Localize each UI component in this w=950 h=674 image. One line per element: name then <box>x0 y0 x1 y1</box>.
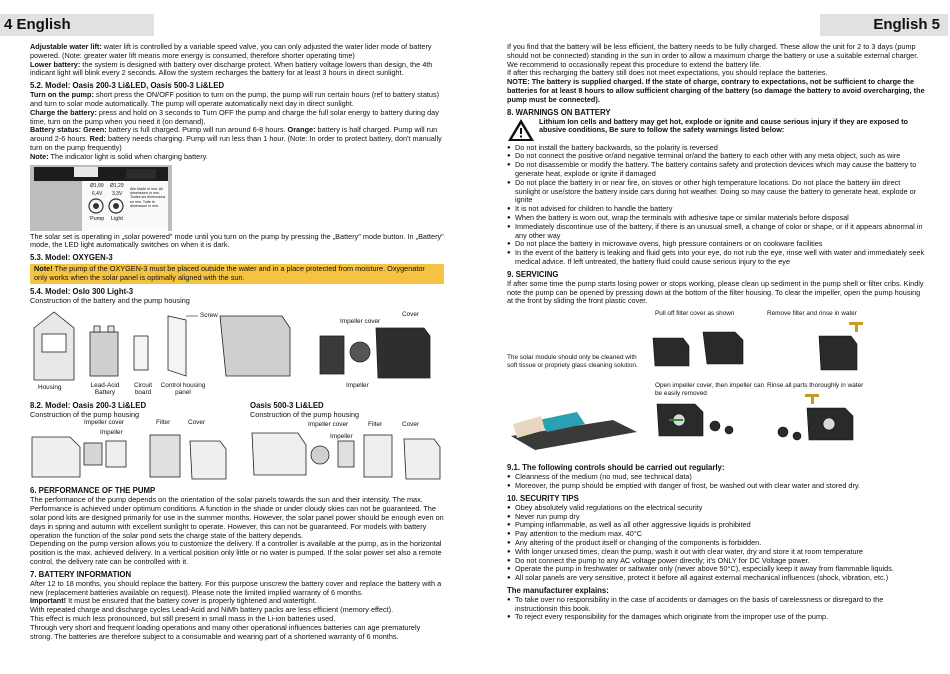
fig54-housing-label: Housing <box>38 383 62 391</box>
fig82-cover-label: Cover <box>188 419 206 427</box>
section-7-paragraph-4: Through very short and frequent loading operations and many other operational influences batteries can age prematurely strong. The batteries are therefore subject to a consumable and wearing part of a shortened warranty of 6 months. <box>30 622 421 641</box>
list-item: ● Do not connect the pump to any AC voltage power directly; it's ONLY for DC Voltage power. <box>507 557 925 566</box>
fig82-right-impeller-label: Impeller <box>330 433 353 441</box>
list-item: ● All solar panels are very sensitive, protect it before all against external mechanical influences (shock, vibration, etc.) <box>507 574 925 583</box>
list-item: ● To take over no responsibility in the case of accidents or damages on the basis of carelessness or disregard to the instructionsin this book. <box>507 596 925 614</box>
page-header-right: English 5 <box>820 14 948 36</box>
section-5-2-heading: 5.2. Model: Oasis 200-3 Li&LED, Oasis 500-3 Li&LED <box>30 81 225 91</box>
intro-paragraph-2: If after this recharging the battery still does not meet expectations, you should replace the batteries. <box>507 68 828 78</box>
fig82-filter-label: Filter <box>156 419 171 427</box>
panel-volt-2: 3,3V <box>112 190 123 197</box>
section-5-4-subtitle: Construction of the battery and the pump housing <box>30 295 190 305</box>
section-8-2-subtitle: Construction of the pump housing <box>30 409 140 419</box>
section-8-heading: 8. WARNINGS ON BATTERY <box>507 107 611 117</box>
fig54-impeller-label: Impeller <box>346 381 369 389</box>
water-lift-paragraph: Adjustable water lift: water lift is controlled by a variable speed valve, you can only adjusted the water lider mode of battery powered. (Note: greater water lift means more energy is consumed, therefore shorter operating time) <box>30 42 432 60</box>
indicator-note: Note: The indicator light is solid when charging battery. <box>30 151 208 161</box>
oasis-pump-housing-figure <box>30 419 444 483</box>
list-item: ● Any altering of the product itself or changing of the components is forbidden. <box>507 539 925 548</box>
section-8-2-right-subtitle: Construction of the pump housing <box>250 409 360 419</box>
solar-mode-paragraph: The solar set is operating in „solar powered" mode until you turn on the pump by pressing the „Battery" mode button. In „Battery" mode, the LED light automatically switches on when it is dark. <box>30 231 444 250</box>
section-5-3-heading: 5.3. Model: OXYGEN-3 <box>30 253 113 263</box>
oslo-construction-figure <box>30 306 444 398</box>
list-item: ● Do not connect the positive or/and negative terminal or/and the battery to each other with any meta object, such as wire <box>507 152 925 161</box>
section-9-text: If after some time the pump starts losing power or stops working, please clean up sediment in the pump shell or filter cribs. Kindly note the pump can be opened by pressing down at the bottom of the filter housing. To clear the impeller, open the pump housing at the front by sliding the front plastic cover. <box>507 278 924 306</box>
section-7-paragraph-2: With repeated charge and discharge cycles Lead-Acid and NiMh battery packs are less efficient (memory effect). <box>30 605 394 615</box>
fig54-circuit-label: Circuit board <box>133 381 153 396</box>
list-item: ● Immediately discontinue use of the battery, if there is an unusual smell, a change of color or shape, or if it appears abnormal in any other way <box>507 223 925 241</box>
section-7-heading: 7. BATTERY INFORMATION <box>30 569 132 579</box>
panel-dim-1: Ø1,99 <box>90 182 104 189</box>
battery-status-paragraph: Battery status: Green: battery is full charged. Pump will run around 6-8 hours. Orange: battery is half charged. Pump will run around 2-6 hours. Red: battery needs charging. Pump will run less than 1 hour. (Note: In order to protect battery, don't manually turn on the pump frequently) <box>30 125 442 152</box>
turn-on-paragraph: Turn on the pump: short press the ON/OFF position to turn on the pump, the pump will run certain hours (ref to battery status) and turn to solar mode automatically. The pump will operate automatically next day in direct sunlight. <box>30 90 440 108</box>
list-item: ● It is not advised for children to handle the battery <box>507 205 925 214</box>
oxygen-note-box: Note! The pump of the OXYGEN-3 must be placed outside the water and in a place protected from moisture. Oxygenator only works when the solar panel is optimally aligned with the sun. <box>30 264 444 284</box>
servicing-figure <box>507 308 925 460</box>
section-10-heading: 10. SECURITY TIPS <box>507 493 579 503</box>
section-7-paragraph-1: After 12 to 18 months, you should replace the battery. For this purpose unscrew the battery cover and replace the battery with a new (replacement batteries available on request). Please note the limited implied warranty of 6 months. <box>30 578 442 597</box>
open-impeller-label: Open impeller cover, then impeller can be easily removed <box>655 382 765 397</box>
list-item: ● Do not place the battery in microwave ovens, high pressure containers or on cookware facilities <box>507 240 925 249</box>
solar-module-cleaning-label: The solar module should only be cleaned with soft tissue or propriety glass cleaning solution. <box>507 354 638 369</box>
fig54-cover-label: Cover <box>402 310 420 318</box>
list-item: ● To reject every responsibility for the damages which originate from the improper use of the pump. <box>507 613 925 622</box>
section-5-4-heading: 5.4. Model: Oslo 300 Light-3 <box>30 286 134 296</box>
fig54-control-label: Control housing panel <box>160 381 206 396</box>
fig54-battery-label: Lead-Acid Battery <box>90 381 120 396</box>
control-panel-figure <box>30 165 172 231</box>
intro-paragraph-1: If you find that the battery will be less efficient, the battery needs to be fully charged. These allow the unit for 2 to 3 days (pump should not be connected) standing in the sun in order to allow a maximum charge the battery or use a suitable external charger. We recommend to occasionally repeat this procedure to extend the battery life. <box>507 42 919 69</box>
section-8-2-heading: 8.2. Model: Oasis 200-3 Li&LED <box>30 400 147 410</box>
list-item: ● Pay attention to the medium max. 40°C <box>507 530 925 539</box>
manufacturer-list <box>507 596 925 622</box>
warning-triangle-icon <box>507 118 535 142</box>
oasis-pump-housing-drawing <box>30 419 444 483</box>
section-6-paragraph-2: Depending on the pump version allows you to customize the delivery. If a controller is available at the pump, as in the horizontal position is the max. achieved delivery. In a vertical position only little or no water is pumped. If the solar power set also a remote control, the delivery rate can be controlled with it. <box>30 539 442 566</box>
section-8-2-right-heading: Oasis 500-3 Li&LED <box>250 400 324 410</box>
list-item: ● Operate the pump in freshwater or saltwater only (never above 50°C), especially keep it away from flammable liquids. <box>507 565 925 574</box>
list-item: ● Do not disassemble or modify the battery. The battery contains safety and protection devices which may cause the battery to generate heat, explode or ignite if damaged <box>507 161 925 179</box>
intro-note: NOTE: The battery is supplied charged. If the state of charge, contrary to expectations, not be sufficient to charge the batteries for at least 8 hours to allow sufficient charging of the battery (so damage the battery to avoid overcharging, the pump must be connected). <box>507 77 925 104</box>
charge-paragraph: Charge the battery: press and hold on 3 seconds to Turn OFF the pump and charge the full solar energy to battery during day time, turn on the pump when you need it (on demand). <box>30 107 439 126</box>
panel-pump-label: Pump <box>90 215 105 222</box>
fig82-impeller-cover-label: Impeller cover <box>84 419 125 427</box>
fig82-right-filter-label: Filter <box>368 421 383 429</box>
pull-off-filter-label: Pull off filter cover as shown <box>655 310 735 318</box>
fig54-impeller-cover-label: Impeller cover <box>340 317 381 325</box>
list-item: ● Do not place the battery in or near fire, on stoves or other high temperature locations. Do not place the battery iiin direct sunlight or use/store the battery inside cars during hot weather. Doing so may cause the battery to generate heat, explode or ignite <box>507 179 925 205</box>
page-header-left: 4 English <box>0 14 154 36</box>
lower-battery-paragraph: Lower battery: the system is designed with battery over discharge protect. When battery voltage lowers than design, the 4th indicant light will blink every 2 seconds. Allow the system recharges the battery for at least 3 hours in direct sunlight. <box>30 59 433 78</box>
list-item: ● Obey absolutely valid regulations on the electrical security <box>507 504 925 513</box>
regular-controls-list <box>507 473 925 491</box>
list-item: ● Do not install the battery backwards, so the polarity is reversed <box>507 144 925 153</box>
section-9-1-heading: 9.1. The following controls should be carried out regularly: <box>507 463 725 473</box>
security-tips-list <box>507 504 925 583</box>
section-6-paragraph-1: The performance of the pump depends on the orientation of the solar panels towards the sun and their intensity. The max. Performance is achieved under optimum conditions. A function in the shade or under cloudy skies can not be guaranteed. The solar pond kits are designed primarily for use in the summer months. However, the solar panel power should be enough even on days in spring and autumn with excellent sunlight to operate. However, this can not be guaranteed. For models with battery operation the function of the solar pond sets the charge state of the battery depends. <box>30 495 444 540</box>
left-column <box>30 43 444 641</box>
list-item: ● With longer unused times, clean the pump, wash it out with clear water, dry and store it at room temperature <box>507 548 925 557</box>
list-item: ● In the event of the battery is leaking and fluid gets into your eye, do not rub the eye, rinse well with water and immediately seek medical advice. If left untreated, the battery fluid could cause serious injury to the eye <box>507 249 925 267</box>
page-right <box>475 0 950 674</box>
manufacturer-heading: The manufacturer explains: <box>507 585 609 595</box>
list-item: ● Never run pump dry <box>507 513 925 522</box>
section-8-2-headings <box>30 398 444 420</box>
list-item: ● Cleanness of the medium (no mud, see technical data) <box>507 473 925 482</box>
fig54-screw-label: Screw <box>200 311 218 319</box>
right-column <box>507 43 925 622</box>
fig82-right-impeller-cover-label: Impeller cover <box>308 421 349 429</box>
section-9-heading: 9. SERVICING <box>507 269 559 279</box>
fig82-right-cover-label: Cover <box>402 421 420 429</box>
list-item: ● When the battery is worn out, wrap the terminals with adhesive tape or similar materials before disposal <box>507 214 925 223</box>
panel-light-label: Light <box>111 215 123 222</box>
section-6-heading: 6. PERFORMANCE OF THE PUMP <box>30 486 156 496</box>
section-7-paragraph-3: This effect is much less pronounced, but still present in small mass in the Li-ion batteries used. <box>30 613 336 623</box>
remove-filter-label: Remove filter and rinse in water <box>767 310 857 318</box>
battery-warnings-list <box>507 144 925 267</box>
list-item: ● Moreover, the pump should be emptied with danger of frost, be washed out with clear water and stored dry. <box>507 482 925 491</box>
fig82-impeller-label: Impeller <box>100 429 123 437</box>
battery-warning-block <box>507 118 925 142</box>
section-7-important: Important! It must be ensured that the battery cover is properly tightened and watertight. <box>30 596 317 606</box>
rinse-parts-label: Rinse all parts thoroughly in water <box>767 382 864 390</box>
list-item: ● Pumping inflammable, as well as all other aggressive liquids is prohibited <box>507 521 925 530</box>
panel-dim-2: Ø1,29 <box>110 182 124 189</box>
battery-warning-text: Lithium Ion cells and battery may get hot, explode or ignite and cause serious injury if they are exposed to abusive conditions, Be sure to follow the safety warnings listed below: <box>539 116 908 135</box>
panel-volt-1: 6,4V <box>92 190 103 197</box>
panel-dimension-note: Alle Maße in mm. All dimensions in mm. Toutes les dimensions en mm. Tutte le dimensioni in mm. <box>130 186 166 209</box>
